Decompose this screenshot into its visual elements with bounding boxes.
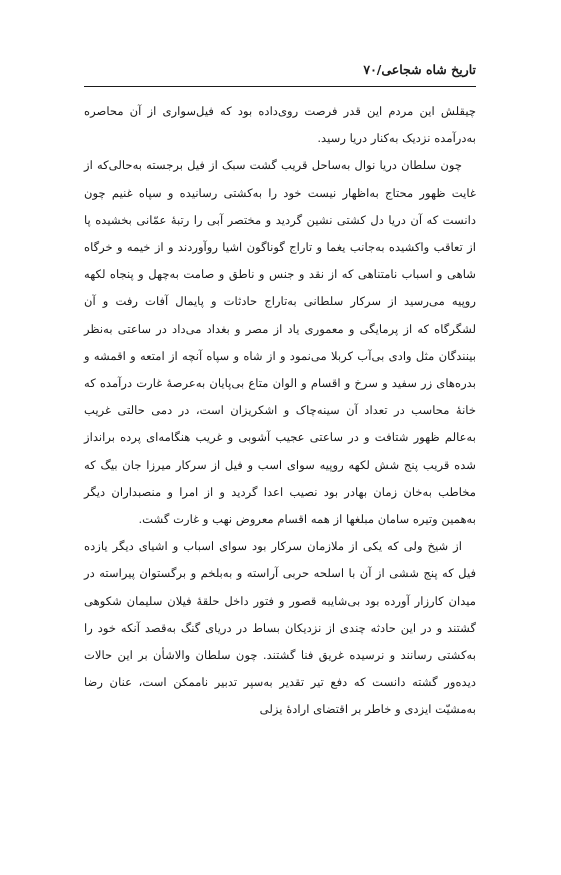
header-rule — [84, 86, 476, 87]
paragraph: از شیخ ولی که یکی از ملازمان سرکار بود سوای اسباب و اشیای دیگر یازده فیل که پنج ششی از آن با اسلحه حربی آراسته و به‌بلخم و برگستوان پیراسته در میدان کارزار آورده بود بی‌شایبه قصور و فتور داخل حلقهٔ فیلان سلیمان شکوهی گشتند و در این حادثه چندی از نزدیکان بساط در دریای گنگ به‌قصد آنکه خود را به‌کشتی رسانند و نرسیده غریق فنا گشتند. چون سلطان والاشأن بر این حالات دیده‌ور گشته دانست که دفع تیر تقدیر به‌سپر تدبیر ناممکن است، عنان رضا به‌مشیّت ایزدی و خاطر بر اقتضای ارادهٔ یزلی — [84, 539, 476, 717]
paragraph: چیقلش این مردم این قدر فرصت روی‌داده بود که فیل‌سواری از آن محاصره به‌درآمده نزدیک به‌کنار دریا رسید. — [84, 104, 476, 146]
body-text — [84, 98, 476, 724]
running-title: تاریخ شاه شجاعی/۷۰ — [363, 62, 476, 77]
paragraph: چون سلطان دریا نوال به‌ساحل قریب گشت سبک از فیل برجسته به‌حالی‌که از غایت ظهور محتاج به‌اظهار نیست خود را به‌کشتی رسانیده و سپاه غنیم چون دانست که آن دریا دل کشتی نشین گردید و مختصر آبی را رتبهٔ عمّانی بخشیده پا از تعاقب واکشیده به‌جانب یغما و تاراج گوناگون اشیا روآوردند و از خیمه و خرگاه شاهی و اسباب نامتناهی که از نقد و جنس و ناطق و صامت به‌چهل و پنجاه لکهه روپیه می‌رسید از سرکار سلطانی به‌تاراج حادثات و پایمال آفات رفت و آن لشگرگاه که از پرمایگی و معموری یاد از مصر و بغداد می‌داد در ساعتی به‌نظر بینندگان مثل وادی بی‌آب کربلا می‌نمود و از شاه و سپاه آنچه از امتعه و اقمشه و بدره‌های زر سفید و سرخ و اقسام و الوان متاع بی‌پایان به‌عرصهٔ غارت درآمده که خانهٔ محاسب در تعداد آن سینه‌چاک و اشکریزان است، در دمی حالتی غریب به‌عالم ظهور شتافت و در ساعتی عجیب آشوبی و غریب هنگامه‌ای پرده برانداز شده قریب پنج شش لکهه روپیه سوای اسب و فیل از سرکار میرزا جان بیگ که مخاطب به‌خان زمان بهادر بود نصیب اعدا گردید و از امرا و منصبداران دیگر به‌همین وتیره سامان مبلغها از همه اقسام معروض نهب و غارت گشت. — [84, 158, 476, 527]
page-header — [84, 60, 476, 84]
